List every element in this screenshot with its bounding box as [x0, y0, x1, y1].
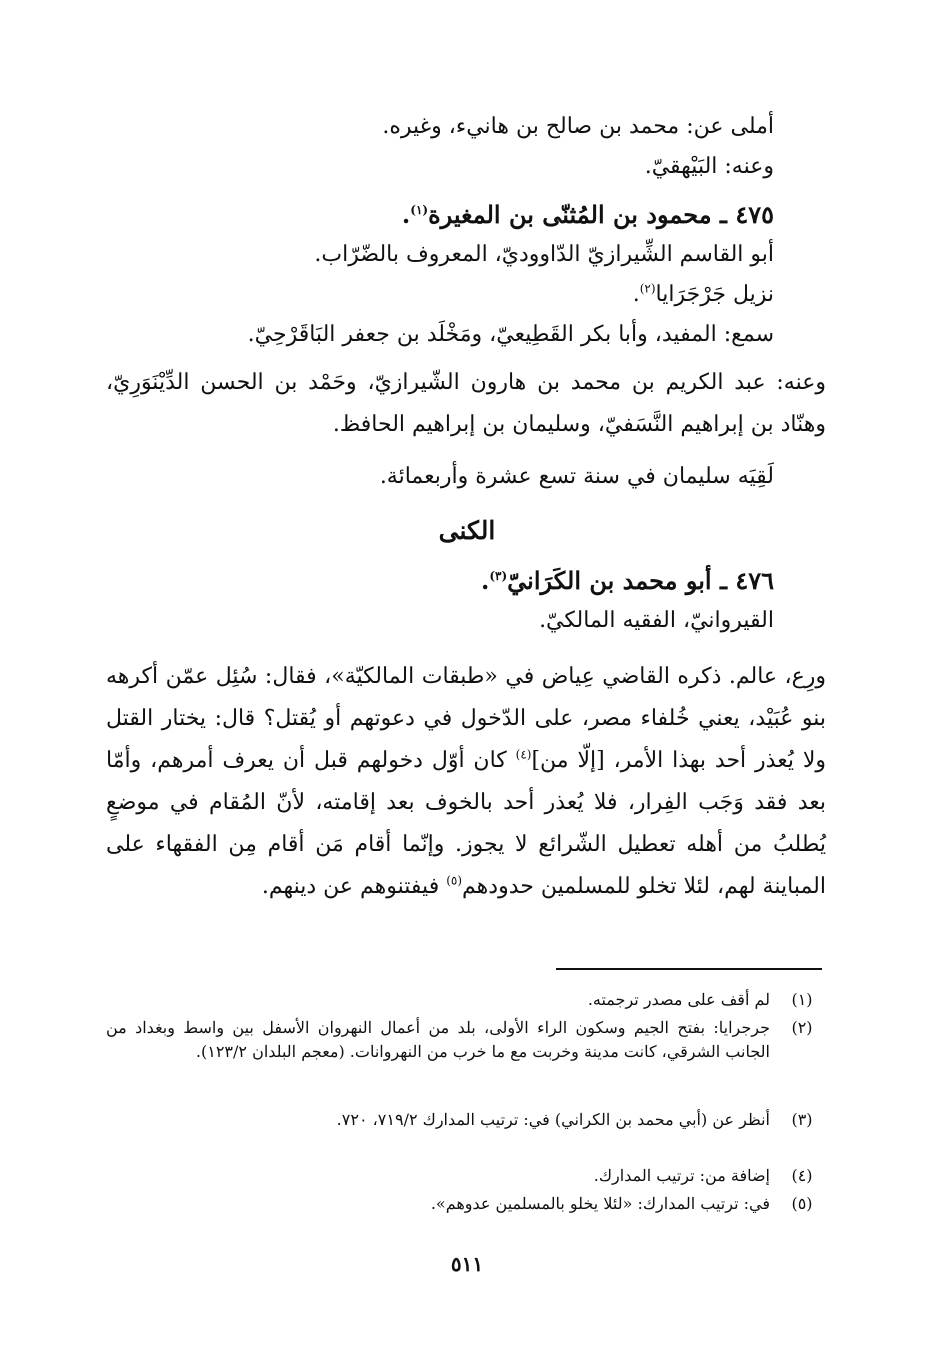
text-segment: . — [632, 282, 640, 307]
entry-title-text: ٤٧٥ ـ محمود بن المُثنّى بن المغيرة — [428, 200, 774, 229]
entry-title — [402, 200, 774, 230]
footnote — [106, 1016, 822, 1064]
section-heading: الكنى — [438, 516, 496, 545]
footnote-number: (٥) — [791, 1194, 813, 1213]
text-line: أبو القاسم الشِّيرازيّ الدّاووديّ، المعروف بالضّرّاب. — [314, 242, 774, 267]
footnote-text: لم أقف على مصدر ترجمته. — [587, 990, 770, 1009]
paragraph — [106, 656, 826, 908]
footnote-ref: (٢) — [639, 281, 656, 296]
text-line — [633, 280, 774, 310]
footnote — [106, 1164, 822, 1188]
footnote-number: (١) — [791, 990, 813, 1009]
footnote-text: جرجرايا: بفتح الجيم وسكون الراء الأولى، بلد من أعمال النهروان الأسفل بين واسط وبغداد من الجانب الشرقي، كانت مدينة وخربت مع ما خرب من النهروانات. (معجم البلدان ١٢٣/٢). — [106, 1018, 770, 1061]
footnote — [106, 988, 822, 1012]
footnote-number: (٤) — [791, 1166, 813, 1185]
footnote-number: (٢) — [791, 1018, 813, 1037]
text-segment: فيفتنوهم عن دينهم. — [261, 874, 447, 899]
footnote-text: إضافة من: ترتيب المدارك. — [593, 1166, 770, 1185]
text-segment: كان أوّل دخولهم قبل أن يعرف أمرهم، وأمّا بعد فقد وَجَب الفِرار، فلا يُعذر أحد بالخوف بعد إقامته، لأنّ المُقام في موضعٍ يُطلبُ من أهله تعطيل الشّرائع لا يجوز. وإنّما أقام مَن أقام مِن الفقهاء على المباينة لهم، لئلا تخلو للمسلمين حدودهم — [106, 748, 826, 899]
footnote — [106, 1108, 822, 1132]
footnote-ref: (٥) — [446, 873, 463, 888]
footnote-ref: (٣) — [489, 569, 508, 583]
footnote-text: في: ترتيب المدارك: «لئلا يخلو بالمسلمين عدوهم». — [430, 1194, 770, 1213]
footnote-divider — [556, 968, 822, 970]
footnote-text: أنظر عن (أبي محمد بن الكراني) في: ترتيب المدارك ٧١٩/٢، ٧٢٠. — [336, 1110, 770, 1129]
entry-title-end: . — [401, 200, 411, 229]
text-line: وعنه: البَيْهقيّ. — [644, 154, 774, 179]
entry-title — [481, 566, 774, 596]
footnote-ref: (٤) — [515, 747, 532, 762]
footnote — [106, 1192, 822, 1216]
footnote-number: (٣) — [791, 1110, 813, 1129]
text-line: سمع: المفيد، وأبا بكر القَطِيعيّ، ومَخْلَد بن جعفر البَاقَرْحِيّ. — [247, 322, 774, 347]
paragraph: وعنه: عبد الكريم بن محمد بن هارون الشّيرازيّ، وحَمْد بن الحسن الدِّيْنَوَرِيّ، وهنّاد بن إبراهيم النَّسَفيّ، وسليمان بن إبراهيم الحافظ. — [106, 370, 826, 437]
entry-title-text: ٤٧٦ ـ أبو محمد بن الكَرَانيّ — [507, 566, 774, 595]
text-line: القيروانيّ، الفقيه المالكيّ. — [539, 608, 774, 633]
text-line: لَقِيَه سليمان في سنة تسع عشرة وأربعمائة. — [379, 464, 774, 489]
entry-title-end: . — [480, 566, 490, 595]
text-segment: نزيل جَرْجَرَايا — [655, 282, 774, 307]
footnote-ref: (١) — [410, 203, 429, 217]
page-number: ٥١١ — [450, 1252, 484, 1276]
text-line: أملى عن: محمد بن صالح بن هانيء، وغيره. — [382, 114, 774, 139]
text-segment: ورِع، عالم. ذكره القاضي عِياض في «طبقات المالكيّة»، فقال: سُئِل عمّن أكرهه بنو عُبَيْد، يعني خُلفاء مصر، على الدّخول في دعوتهم أو يُقتل؟ قال: يختار القتل ولا يُعذر أحد بهذا الأمر، [إلّا من] — [106, 664, 826, 773]
